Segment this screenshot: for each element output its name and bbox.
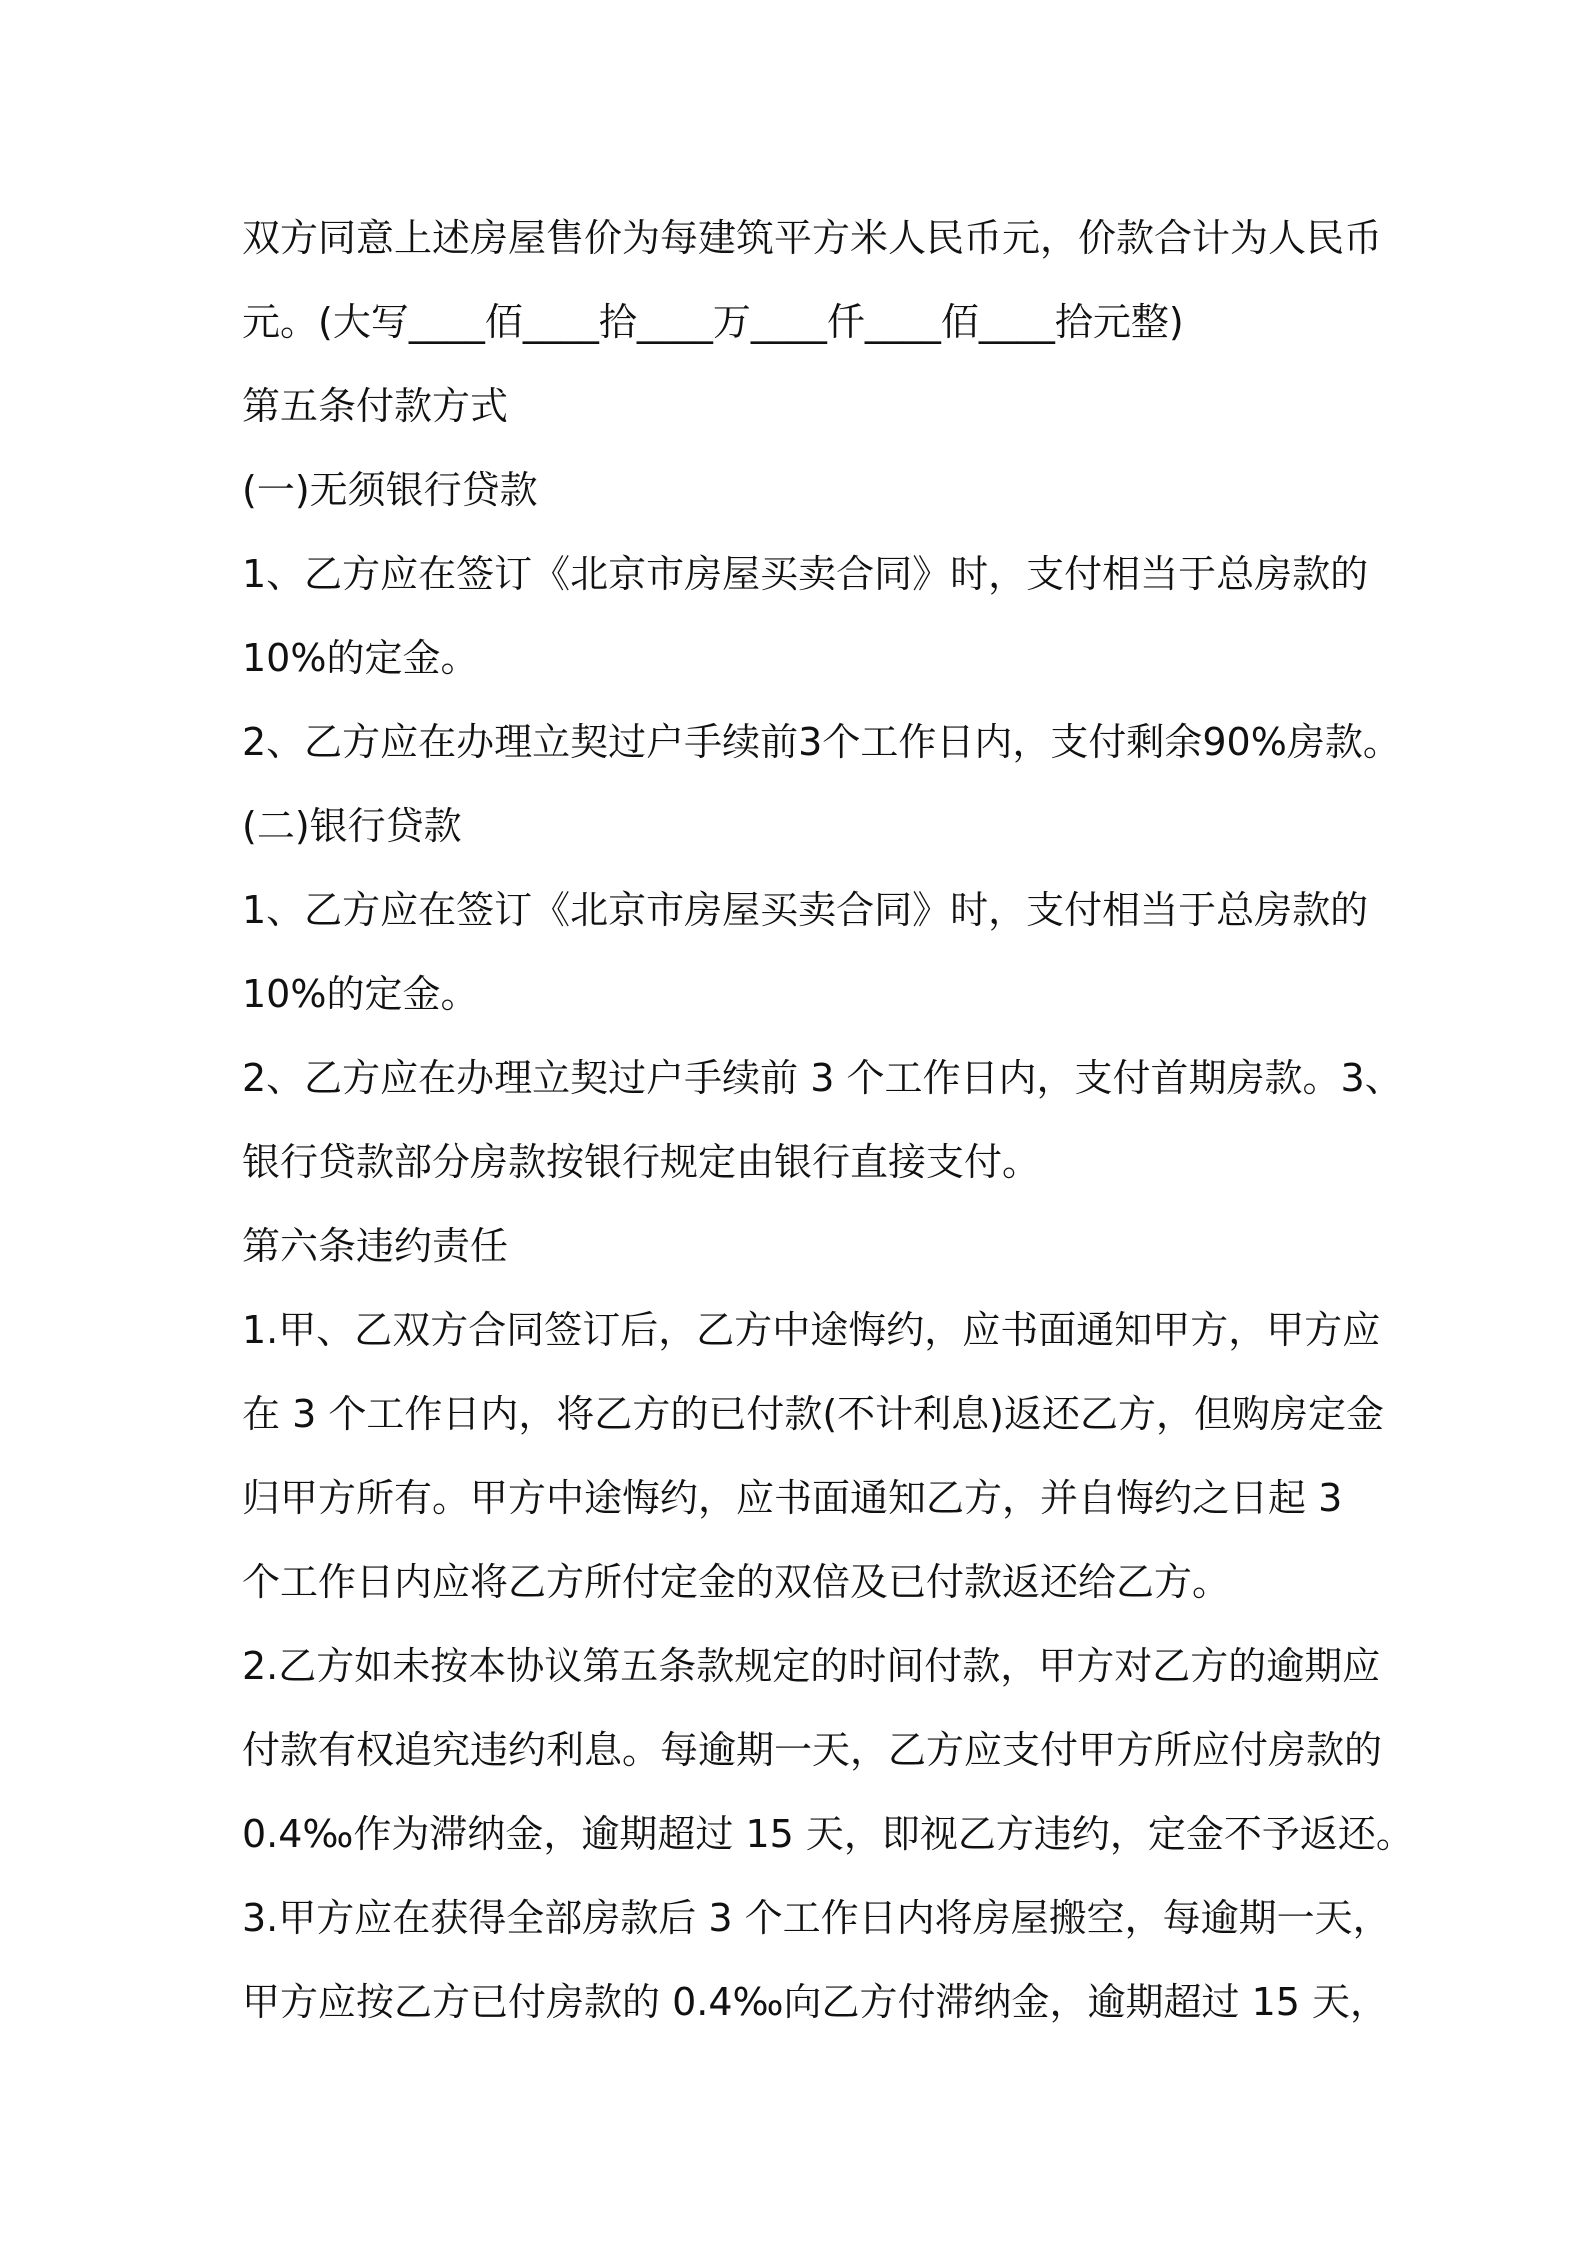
text-line: 3.甲方应在获得全部房款后 3 个工作日内将房屋搬空，每逾期一天， xyxy=(242,1896,1391,1940)
section-heading: 第六条违约责任 xyxy=(242,1224,509,1268)
text-line: 银行贷款部分房款按银行规定由银行直接支付。 xyxy=(242,1140,1041,1184)
text-line: 归甲方所有。甲方中途悔约，应书面通知乙方，并自悔约之日起 3 xyxy=(242,1476,1343,1520)
text-line: 个工作日内应将乙方所付定金的双倍及已付款返还给乙方。 xyxy=(242,1560,1231,1604)
text-line: 2、乙方应在办理立契过户手续前3个工作日内，支付剩余90%房款。 xyxy=(242,720,1401,764)
text-line: 10%的定金。 xyxy=(242,972,479,1016)
text-line: 0.4‰作为滞纳金，逾期超过 15 天，即视乙方违约，定金不予返还。 xyxy=(242,1812,1414,1856)
subsection-heading: (二)银行贷款 xyxy=(242,804,462,848)
text-line: 双方同意上述房屋售价为每建筑平方米人民币元，价款合计为人民币 xyxy=(242,216,1383,260)
text-line: 元。(大写____佰____拾____万____仟____佰____拾元整) xyxy=(242,300,1184,344)
text-line: 2、乙方应在办理立契过户手续前 3 个工作日内，支付首期房款。3、 xyxy=(242,1056,1403,1100)
text-line: 1、乙方应在签订《北京市房屋买卖合同》时，支付相当于总房款的 xyxy=(242,888,1369,932)
text-line: 1.甲、乙双方合同签订后，乙方中途悔约，应书面通知甲方，甲方应 xyxy=(242,1308,1381,1352)
section-heading: 第五条付款方式 xyxy=(242,384,509,428)
contract-text xyxy=(242,196,1414,2044)
text-line: 2.乙方如未按本协议第五条款规定的时间付款，甲方对乙方的逾期应 xyxy=(242,1644,1381,1688)
text-line: 10%的定金。 xyxy=(242,636,479,680)
text-line: 付款有权追究违约利息。每逾期一天，乙方应支付甲方所应付房款的 xyxy=(242,1728,1383,1772)
text-line: 甲方应按乙方已付房款的 0.4‰向乙方付滞纳金，逾期超过 15 天， xyxy=(242,1980,1389,2024)
subsection-heading: (一)无须银行贷款 xyxy=(242,468,538,512)
text-line: 1、乙方应在签订《北京市房屋买卖合同》时，支付相当于总房款的 xyxy=(242,552,1369,596)
text-line: 在 3 个工作日内，将乙方的已付款(不计利息)返还乙方，但购房定金 xyxy=(242,1392,1384,1436)
